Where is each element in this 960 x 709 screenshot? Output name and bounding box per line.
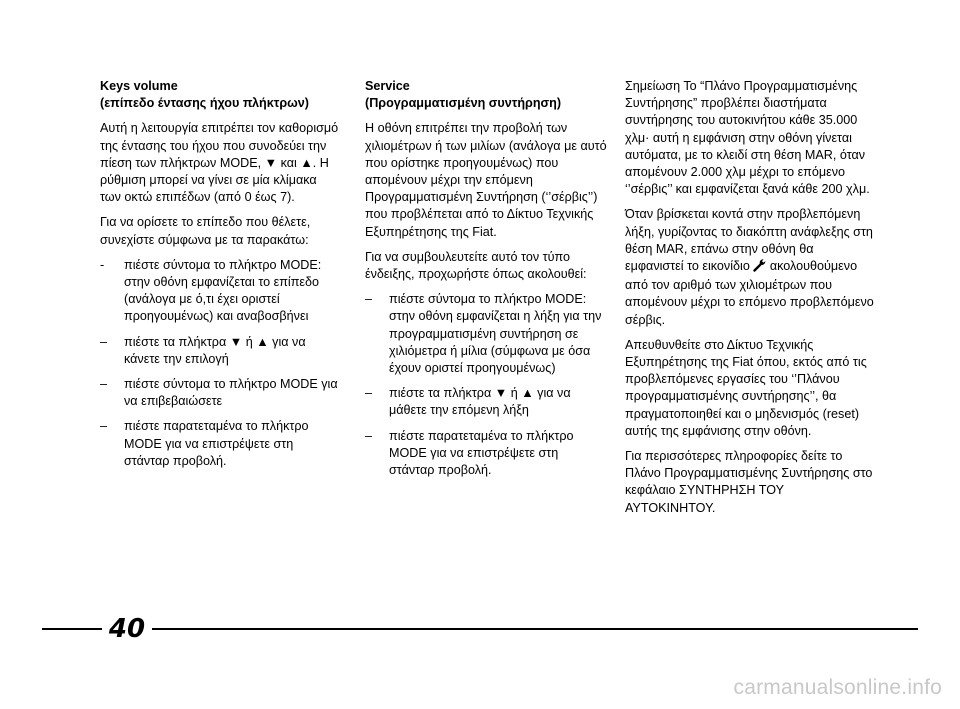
paragraph-part: Όταν βρίσκεται κοντά στην προβλεπόμενη λήξη, γυρίζοντας το διακόπτη ανάφλεξης στη θέση MAR, επάνω στην οθόνη θα εμφανιστεί το εικονίδιο <box>625 207 873 274</box>
footer-rule-left <box>42 628 102 630</box>
paragraph-part: ακολουθούμενο από τον αριθμό των χιλιομέτρων που απομένουν μέχρι το επόμενο προβλεπόμενο σέρβις. <box>625 259 874 327</box>
section-heading: Keys volume <box>100 79 178 93</box>
list-item: – πιέστε τα πλήκτρα ▼ ή ▲ για να μάθετε την επόμενη λήξη <box>365 386 571 418</box>
paragraph: Σημείωση Το “Πλάνο Προγραμματισμένης Συντήρησης” προβλέπει διαστήματα συντήρησης του αυτοκινήτου κάθε 35.000 χλμ· αυτή η εμφάνιση στην οθόνη γίνεται αυτόματα, με το κλειδί στη θέση MAR, όταν απομένουν 2.000 χλμ μέχρι το επόμενο ‘’σέρβις’’ και εμφανίζεται ξανά κάθε 200 χλμ. <box>625 79 870 197</box>
wrench-icon <box>753 258 766 277</box>
list-item: - πιέστε σύντομα το πλήκτρο MODE: στην οθόνη εμφανίζεται το επίπεδο (ανάλογα με ό,τι έχει οριστεί προηγουμένως) και αναβοσβήνει <box>100 257 322 324</box>
section-subheading: (επίπεδο έντασης ήχου πλήκτρων) <box>100 96 309 111</box>
paragraph: Απευθυνθείτε στο Δίκτυο Τεχνικής Εξυπηρέτησης της Fiat όπου, εκτός από τις προβλεπόμενες εργασίες του ‘’Πλάνου προγραμματισμένης συντήρησης’’, θα πραγματοποιηθεί και ο μηδενισμός (reset) αυτής της εμφάνισης στην οθόνη. <box>625 337 867 438</box>
section-subheading: (Προγραμματισμένη συντήρηση) <box>365 96 562 111</box>
column-service-notes <box>625 78 875 525</box>
page-number: 40 <box>108 614 146 644</box>
list-item: – πιέστε παρατεταμένα το πλήκτρο MODE για να επιστρέψετε στη στάνταρ προβολή. <box>100 419 309 468</box>
paragraph: Για να ορίσετε το επίπεδο που θέλετε, συνεχίστε σύμφωνα με τα παρακάτω: <box>100 215 311 247</box>
column-service <box>365 78 607 487</box>
paragraph-with-icon <box>625 206 875 328</box>
list-item: – πιέστε παρατεταμένα το πλήκτρο MODE για να επιστρέψετε στη στάνταρ προβολή. <box>365 428 574 478</box>
paragraph: Για να συμβουλευτείτε αυτό τον τύπο ένδειξης, προχωρήστε όπως ακολουθεί: <box>365 249 587 282</box>
footer-rule-right <box>152 628 918 630</box>
list-item: – πιέστε σύντομα το πλήκτρο MODE για να επιβεβαιώσετε <box>100 377 338 409</box>
watermark: carmanualsonline.info <box>733 676 942 699</box>
list-item: – πιέστε σύντομα το πλήκτρο MODE: στην οθόνη εμφανίζεται η λήξη για την προγραμματισμένη συντήρηση σε χιλιόμετρα ή μίλια (σύμφωνα με όσα έχουν οριστεί προηγουμένως) <box>365 292 602 376</box>
section-heading: Service <box>365 79 410 93</box>
column-keys-volume <box>100 78 340 478</box>
paragraph: Για περισσότερες πληροφορίες δείτε το Πλάνο Προγραμματισμένης Συντήρησης στο κεφάλαιο ΣΥΝΤΗΡΗΣΗ ΤΟΥ ΑΥΤΟΚΙΝΗΤΟΥ. <box>625 449 873 515</box>
paragraph: Αυτή η λειτουργία επιτρέπει τον καθορισμό της έντασης του ήχου που συνοδεύει την πίεση των πλήκτρων MODE, ▼ και ▲. Η ρύθμιση μπορεί να γίνει σε μία κλίμακα των οκτώ επιπέδων (από 0 έως 7). <box>100 121 339 205</box>
paragraph: Η οθόνη επιτρέπει την προβολή των χιλιομέτρων ή των μιλίων (ανάλογα με αυτό που ορίστηκε προηγουμένως) που απομένουν μέχρι την επόμενη Προγραμματισμένη Συντήρηση (‘’σέρβις’’) που προβλέπεται από το Δίκτυο Τεχνικής Εξυπηρέτησης της Fiat. <box>365 121 607 239</box>
list-item: – πιέστε τα πλήκτρα ▼ ή ▲ για να κάνετε την επιλογή <box>100 334 306 366</box>
